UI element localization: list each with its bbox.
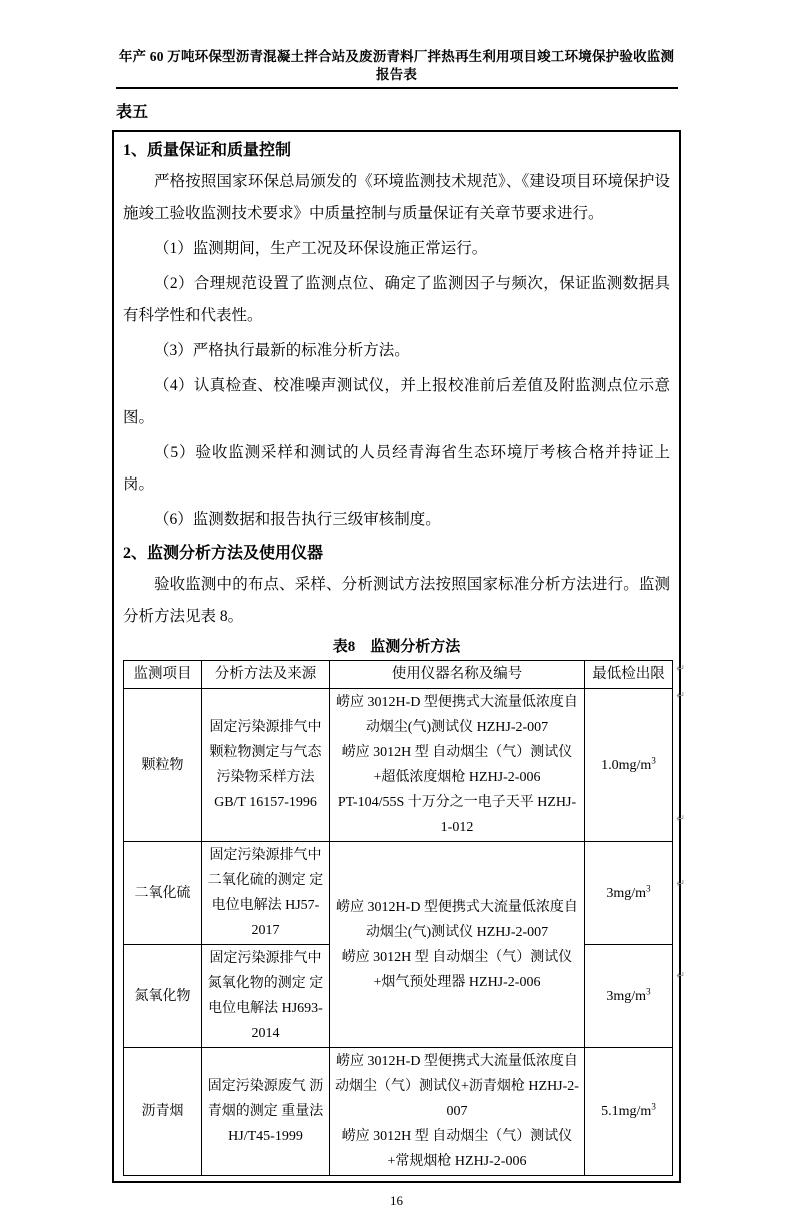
instrument-line: 崂应 3012H-D 型便携式大流量低浓度自动烟尘（气）测试仪+沥青烟枪 HZHJ-2-007 <box>335 1054 579 1119</box>
qa-item-6: （6）监测数据和报告执行三级审核制度。 <box>154 511 441 528</box>
running-head-title: 年产 60 万吨环保型沥青混凝土拌合站及废沥青料厂拌热再生利用项目竣工环境保护验收监测报告表 <box>116 0 678 89</box>
return-mark-icon: ↵ <box>676 969 686 982</box>
qa-item-1: （1）监测期间，生产工况及环保设施正常运行。 <box>154 240 488 257</box>
instrument-line: PT-104/55S 十万分之一电子天平 HZHJ-1-012 <box>337 795 577 835</box>
qa-intro-paragraph: 严格按照国家环保总局颁发的《环境监测技术规范》、《建设项目环境保护设施竣工验收监测技术要求》中质量控制与质量保证有关章节要求进行。 <box>123 173 670 222</box>
return-mark-icon: ↵ <box>676 877 686 890</box>
cell-item: 颗粒物 <box>124 689 202 842</box>
cell-method: 固定污染源排气中二氧化硫的测定 定电位电解法 HJ57-2017 <box>202 842 330 945</box>
cell-item: 二氧化硫 <box>124 842 202 945</box>
table-row <box>124 842 673 945</box>
qa-item-3: （3）严格执行最新的标准分析方法。 <box>154 342 410 359</box>
section-2-heading: 2、监测分析方法及使用仪器 <box>123 545 324 562</box>
cell-limit: $3mg/m^3$ <box>585 842 673 945</box>
page-number: 16 <box>390 1193 403 1208</box>
sheet-label: 表五 <box>116 104 149 121</box>
cell-limit: $5.1mg/m^3$ <box>585 1048 673 1176</box>
superscript: 3 <box>651 1101 656 1112</box>
col-header-method: 分析方法及来源 <box>202 661 330 689</box>
instrument-line: 崂应 3012H-D 型便携式大流量低浓度自动烟尘(气)测试仪 HZHJ-2-007 <box>336 899 578 940</box>
instrument-line: 崂应 3012H 型 自动烟尘（气）测试仪+超低浓度烟枪 HZHJ-2-006 <box>341 745 573 785</box>
instrument-line: 崂应 3012H 型 自动烟尘（气）测试仪+常规烟枪 HZHJ-2-006 <box>341 1129 573 1169</box>
instrument-line: 崂应 3012H-D 型便携式大流量低浓度自动烟尘(气)测试仪 HZHJ-2-007 <box>336 695 578 735</box>
superscript: 3 <box>646 882 651 893</box>
table-row <box>124 689 673 842</box>
content-box <box>112 130 686 1183</box>
cell-method: 固定污染源排气中颗粒物测定与气态污染物采样方法 GB/T 16157-1996 <box>202 689 330 842</box>
cell-limit: $3mg/m^3$ <box>585 945 673 1048</box>
superscript: 3 <box>651 754 656 765</box>
cell-item: 氮氧化物 <box>124 945 202 1048</box>
table8-wrapper <box>123 660 686 1176</box>
table8-caption: 表8 监测分析方法 <box>332 639 461 655</box>
return-mark-icon: ↵ <box>676 812 686 825</box>
section-1-heading: 1、质量保证和质量控制 <box>123 142 292 159</box>
methods-paragraph: 验收监测中的布点、采样、分析测试方法按照国家标准分析方法进行。监测分析方法见表 8。 <box>123 576 670 625</box>
return-mark-icon: ↵ <box>676 689 686 702</box>
return-mark-icon: ↵ <box>676 662 686 675</box>
cell-method: 固定污染源排气中氮氧化物的测定 定电位电解法 HJ693-2014 <box>202 945 330 1048</box>
cell-item: 沥青烟 <box>124 1048 202 1176</box>
superscript: 3 <box>646 985 651 996</box>
col-header-instrument: 使用仪器名称及编号 <box>330 661 585 689</box>
table8-monitoring-methods <box>123 660 673 1176</box>
qa-item-5: （5）验收监测采样和测试的人员经青海省生态环境厅考核合格并持证上岗。 <box>123 444 670 493</box>
cell-method: 固定污染源废气 沥青烟的测定 重量法 HJ/T45-1999 <box>202 1048 330 1176</box>
qa-item-4: （4）认真检查、校准噪声测试仪，并上报校准前后差值及附监测点位示意图。 <box>123 377 670 426</box>
instrument-line: 崂应 3012H 型 自动烟尘（气）测试仪+烟气预处理器 HZHJ-2-006 <box>341 949 573 990</box>
cell-instrument <box>330 1048 585 1176</box>
cell-instrument <box>330 689 585 842</box>
col-header-limit: 最低检出限 <box>585 661 673 689</box>
table8-header-row <box>124 661 673 689</box>
col-header-item: 监测项目 <box>124 661 202 689</box>
cell-instrument-merged <box>330 842 585 1048</box>
qa-item-2: （2）合理规范设置了监测点位、确定了监测因子与频次，保证监测数据具有科学性和代表性。 <box>123 275 670 324</box>
cell-limit: $1.0mg/m^3$ <box>585 689 673 842</box>
table-row <box>124 1048 673 1176</box>
